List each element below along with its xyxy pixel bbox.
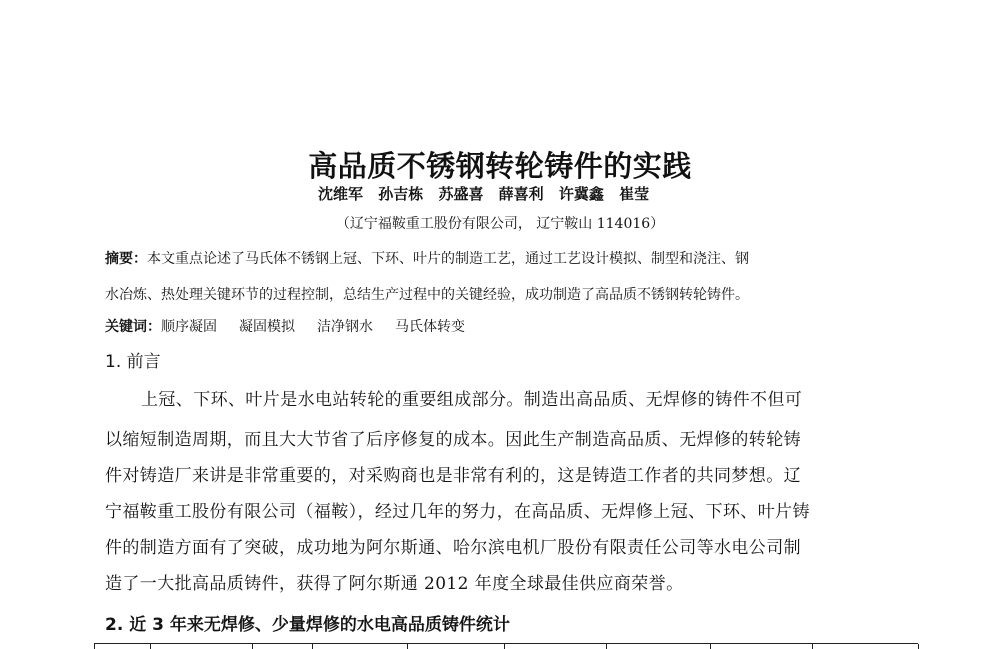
section-heading-statistics: 2. 近 3 年来无焊修、少量焊修的水电高品质铸件统计 <box>105 615 510 635</box>
paragraph-line: 宁福鞍重工股份有限公司（福鞍），经过几年的努力，在高品质、无焊修上冠、下环、叶片铸 <box>105 502 810 522</box>
abstract-line-1 <box>105 248 749 268</box>
table-column-divider <box>94 644 95 649</box>
keywords-line <box>105 316 487 336</box>
table-column-divider <box>312 644 313 649</box>
section-heading-introduction: 1. 前言 <box>105 352 161 372</box>
author-list: 沈维军 孙吉栋 苏盛喜 薛喜利 许冀鑫 崔莹 <box>318 185 650 203</box>
paragraph-line: 件对铸造厂来讲是非常重要的，对采购商也是非常有利的，这是铸造工作者的共同梦想。辽 <box>105 466 801 486</box>
paragraph-line: 以缩短制造周期，而且大大节省了后序修复的成本。因此生产制造高品质、无焊修的转轮铸 <box>105 430 801 450</box>
paragraph-line: 件的制造方面有了突破，成功地为阿尔斯通、哈尔滨电机厂股份有限责任公司等水电公司制 <box>105 538 801 558</box>
table-column-divider <box>812 644 813 649</box>
abstract-line-2: 水冶炼、热处理关键环节的过程控制，总结生产过程中的关键经验，成功制造了高品质不锈钢转轮铸件。 <box>105 287 749 303</box>
table-column-divider <box>150 644 151 649</box>
keywords-label: 关键词： <box>105 319 161 335</box>
affiliation: （辽宁福鞍重工股份有限公司， 辽宁鞍山 114016） <box>335 216 665 232</box>
abstract-text-1: 本文重点论述了马氏体不锈钢上冠、下环、叶片的制造工艺，通过工艺设计模拟、制型和浇注、钢 <box>147 251 749 267</box>
table-column-divider <box>918 644 919 649</box>
keyword-item: 洁净钢水 <box>317 319 373 335</box>
paragraph-line: 上冠、下环、叶片是水电站转轮的重要组成部分。制造出高品质、无焊修的铸件不但可 <box>141 390 803 410</box>
table-column-divider <box>407 644 408 649</box>
table-column-divider <box>710 644 711 649</box>
paragraph-line: 造了一大批高品质铸件，获得了阿尔斯通 2012 年度全球最佳供应商荣誉。 <box>105 574 684 594</box>
table-column-divider <box>606 644 607 649</box>
table-top-border <box>94 643 918 649</box>
keyword-item: 马氏体转变 <box>395 319 465 335</box>
paper-title: 高品质不锈钢转轮铸件的实践 <box>308 149 692 183</box>
abstract-label: 摘要： <box>105 251 147 267</box>
table-column-divider <box>504 644 505 649</box>
table-column-divider <box>252 644 253 649</box>
keyword-item: 凝固模拟 <box>239 319 295 335</box>
keyword-item: 顺序凝固 <box>161 319 217 335</box>
